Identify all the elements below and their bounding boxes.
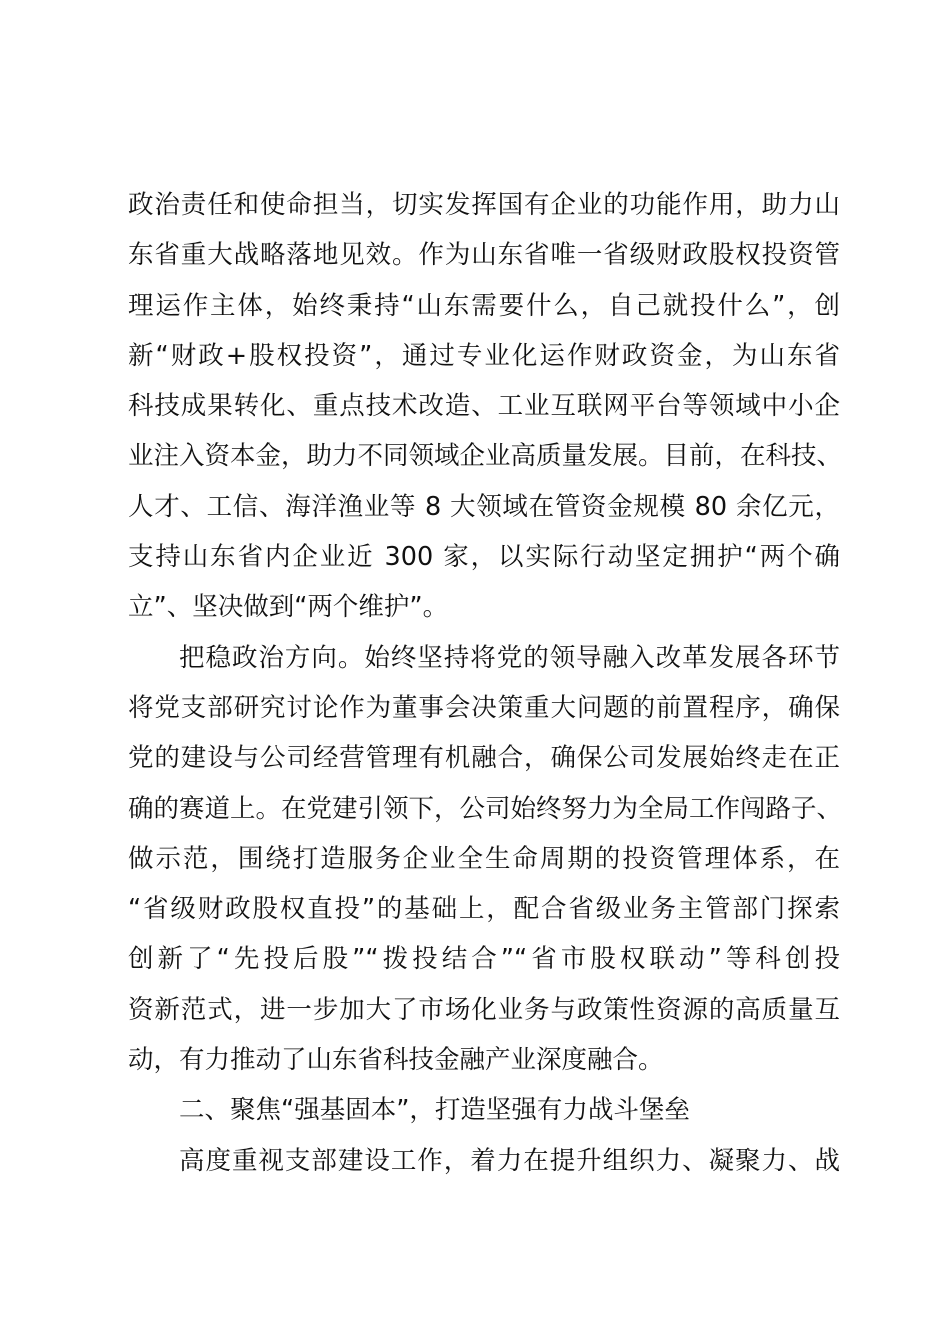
- text-line: 东省重大战略落地见效。作为山东省唯一省级财政股权投资管: [128, 240, 840, 271]
- section-heading: 二、聚焦“强基固本”，打造坚强有力战斗堡垒: [179, 1095, 690, 1126]
- text-line: 业注入资本金，助力不同领域企业高质量发展。目前，在科技、: [128, 441, 843, 472]
- text-line: 人才、工信、海洋渔业等 8 大领域在管资金规模 80 余亿元，: [128, 491, 840, 522]
- text-line: 将党支部研究讨论作为董事会决策重大问题的前置程序，确保: [128, 692, 840, 723]
- text-line: 立”、坚决做到“两个维护”。: [128, 592, 449, 623]
- text-line: 新“财政+股权投资”，通过专业化运作财政资金，为山东省: [128, 340, 840, 371]
- text-line: 理运作主体，始终秉持“山东需要什么，自己就投什么”，创: [128, 290, 840, 321]
- text-line: “省级财政股权直投”的基础上，配合省级业务主管部门探索: [128, 894, 840, 925]
- text-line: 党的建设与公司经营管理有机融合，确保公司发展始终走在正: [128, 743, 840, 774]
- text-line: 支持山东省内企业近 300 家，以实际行动坚定拥护“两个确: [128, 542, 840, 573]
- text-line: 做示范，围绕打造服务企业全生命周期的投资管理体系，在: [128, 843, 840, 874]
- text-line: 确的赛道上。在党建引领下，公司始终努力为全局工作闯路子、: [128, 793, 843, 824]
- body-text: [128, 180, 843, 1186]
- paragraph-start-line: 把稳政治方向。始终坚持将党的领导融入改革发展各环节: [179, 642, 840, 673]
- text-line: 政治责任和使命担当，切实发挥国有企业的功能作用，助力山: [128, 190, 840, 220]
- text-line: 动，有力推动了山东省科技金融产业深度融合。: [128, 1045, 664, 1076]
- text-line: 资新范式，进一步加大了市场化业务与政策性资源的高质量互: [128, 994, 840, 1025]
- paragraph-start-line: 高度重视支部建设工作，着力在提升组织力、凝聚力、战: [179, 1145, 840, 1176]
- text-line: 科技成果转化、重点技术改造、工业互联网平台等领域中小企: [128, 391, 840, 422]
- text-line: 创新了“先投后股”“拨投结合”“省市股权联动”等科创投: [128, 944, 840, 975]
